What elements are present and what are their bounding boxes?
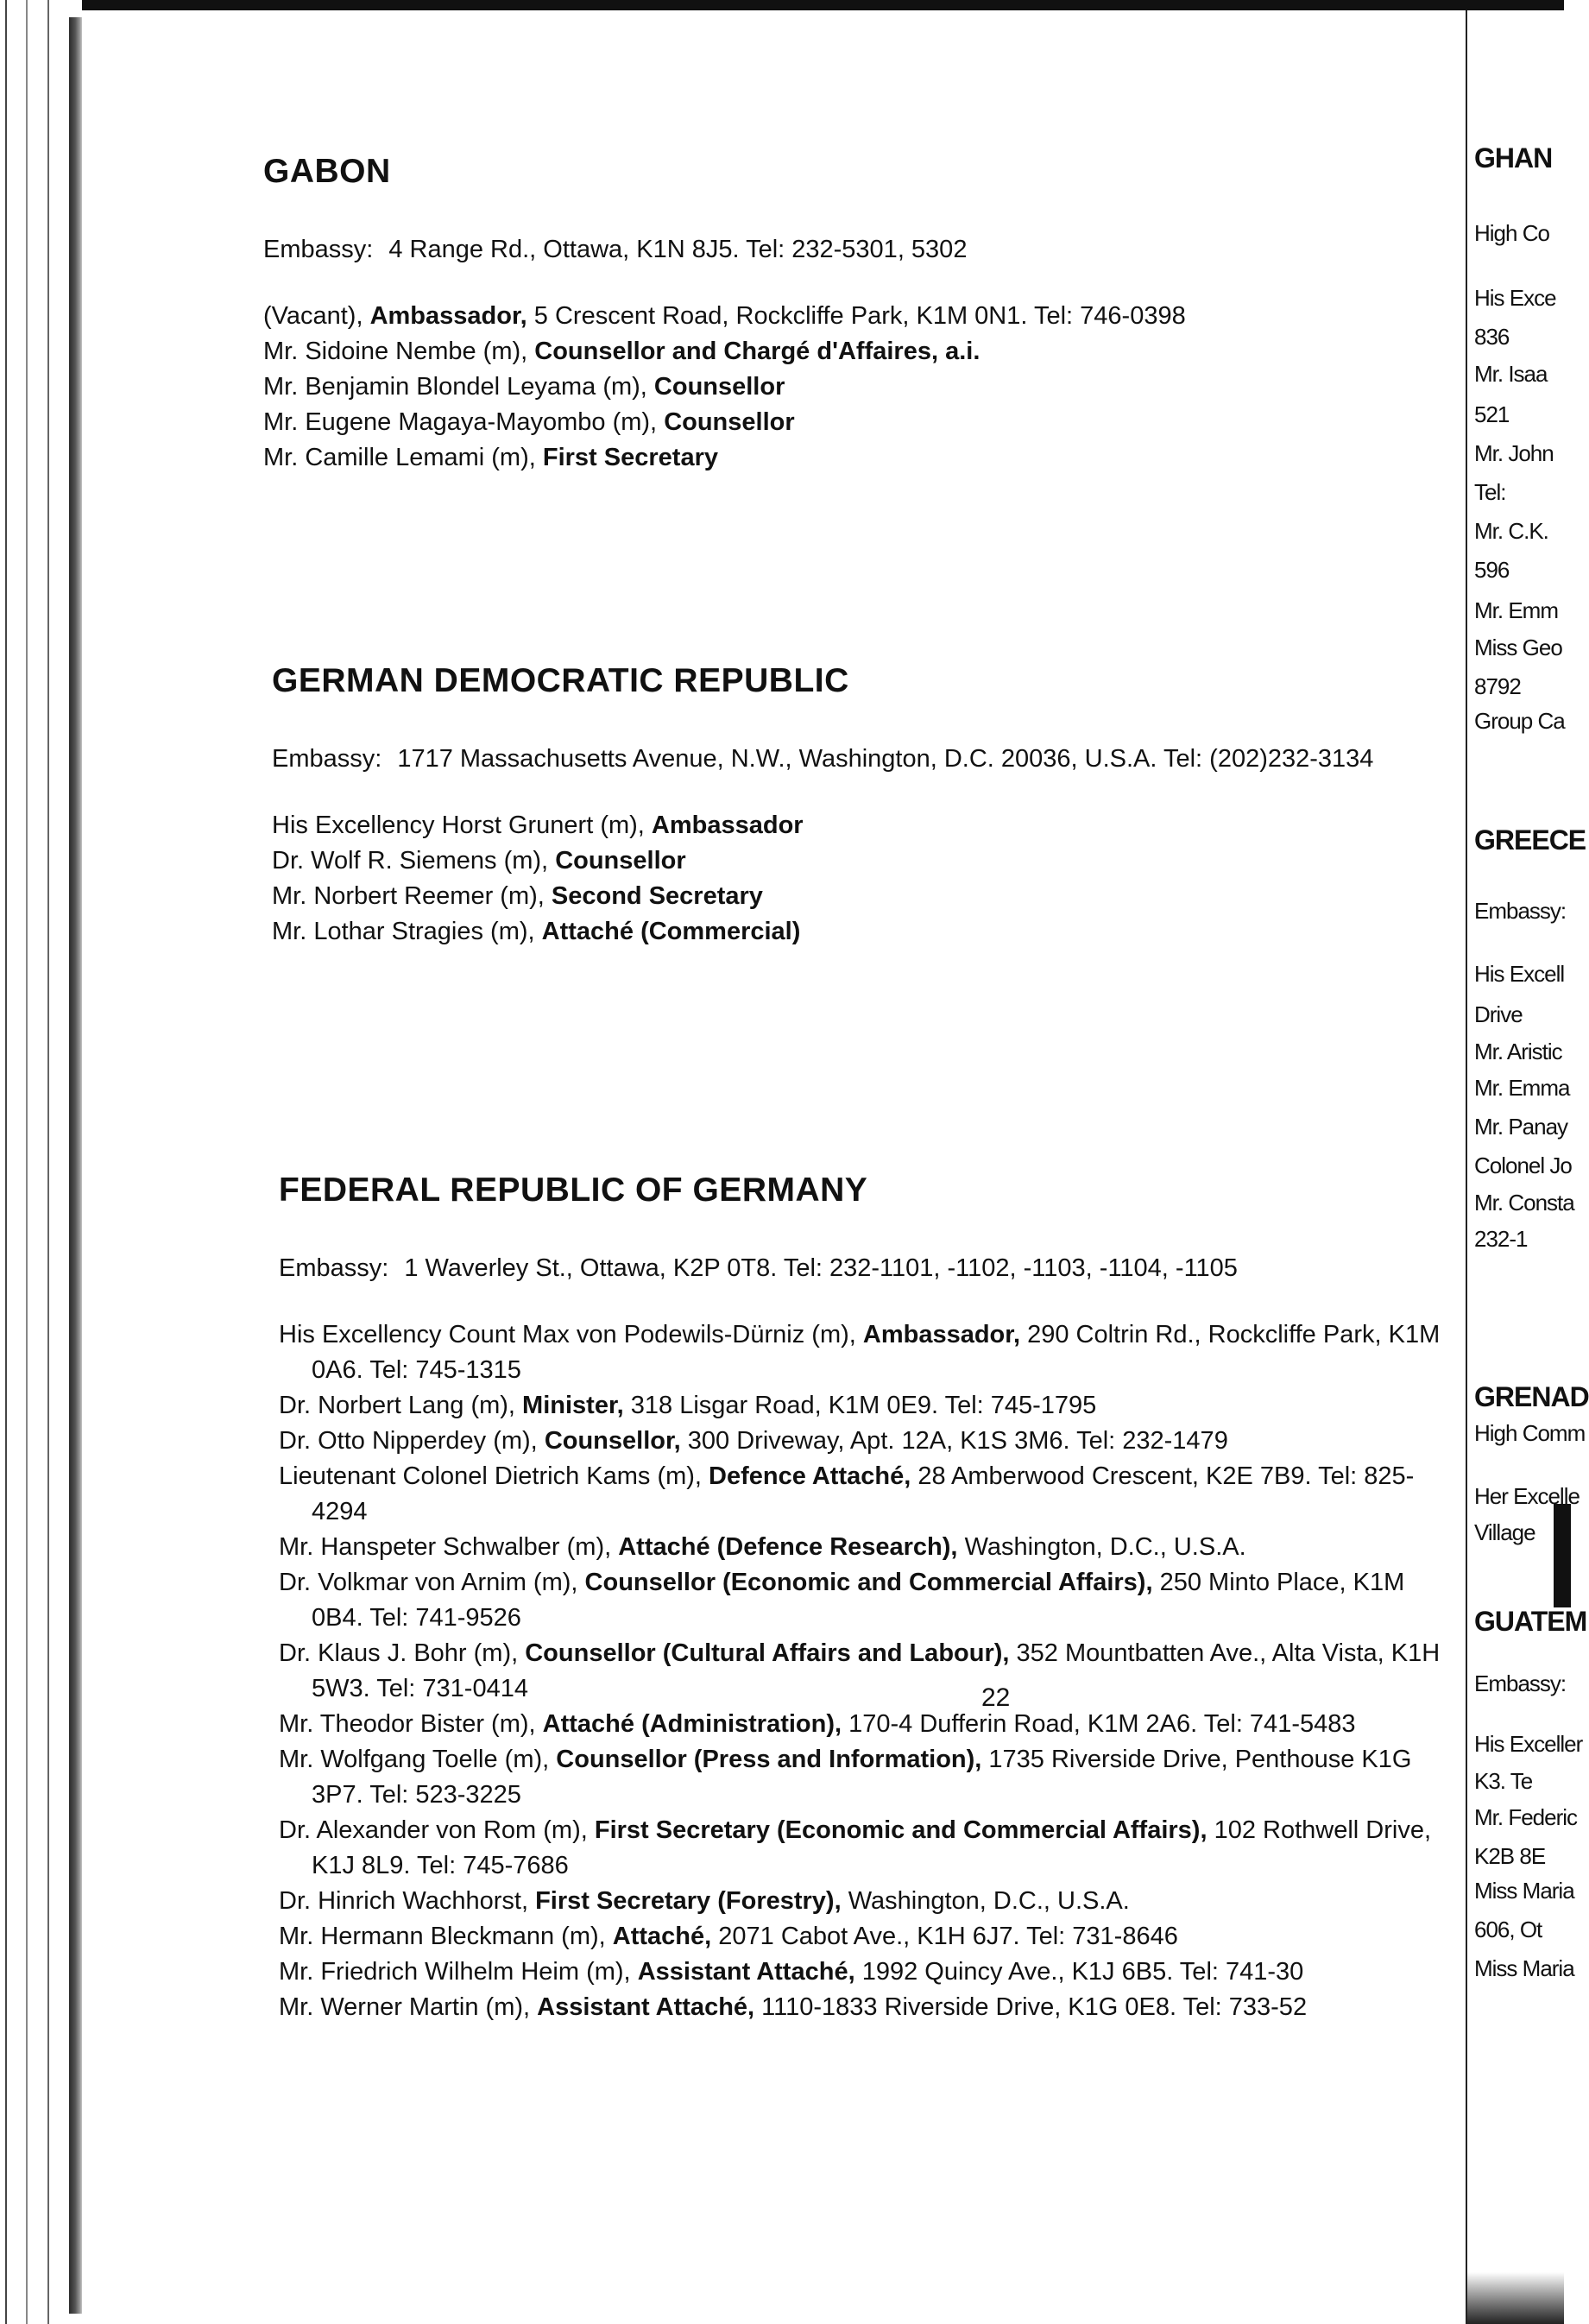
staff-entry (279, 1636, 1461, 1707)
staff-name: Dr. Hinrich Wachhorst, (279, 1887, 528, 1915)
adjacent-page-fragment: Miss Maria (1474, 1955, 1574, 1981)
staff-name: Mr. Camille Lemami (m), (263, 444, 536, 471)
staff-detail: 28 Amberwood Crescent, K2E 7B9. Tel: 825-4294 (312, 1462, 1415, 1525)
embassy-line (272, 745, 1463, 774)
staff-entry (272, 843, 1463, 879)
section-german-democratic-republic (272, 662, 1463, 950)
adjacent-page-fragment: Mr. Consta (1474, 1190, 1574, 1216)
staff-role: Ambassador, (862, 1321, 1021, 1348)
adjacent-page-fragment: Tel: (1474, 479, 1506, 505)
staff-entry (279, 1565, 1461, 1636)
adjacent-page-fragment: Mr. Federic (1474, 1804, 1578, 1830)
adjacent-page-fragment: K3. Te (1474, 1768, 1533, 1794)
staff-name: Mr. Eugene Magaya-Mayombo (m), (263, 408, 658, 436)
staff-name: Mr. Benjamin Blondel Leyama (m), (263, 373, 647, 401)
staff-entry (279, 1317, 1461, 1388)
staff-entry (279, 1530, 1461, 1565)
staff-detail: Washington, D.C., U.S.A. (964, 1533, 1246, 1561)
gutter-edge (47, 0, 49, 2324)
staff-detail: 250 Minto Place, K1M 0B4. Tel: 741-9526 (312, 1569, 1405, 1632)
staff-entry (279, 1990, 1461, 2025)
staff-role: Counsellor (Economic and Commercial Affairs), (584, 1569, 1153, 1596)
adjacent-page-fragment: Mr. Isaa (1474, 361, 1548, 387)
adjacent-page-fragment: Embassy: (1474, 1670, 1567, 1696)
adjacent-page-fragment: 836 (1474, 324, 1510, 350)
staff-role: Attaché (Administration), (542, 1710, 842, 1738)
country-heading: GERMAN DEMOCRATIC REPUBLIC (272, 662, 849, 699)
adjacent-page-fragment: Mr. Aristic (1474, 1039, 1562, 1064)
adjacent-page-fragment: Village (1474, 1519, 1535, 1545)
adjacent-page-fragment: Miss Geo (1474, 635, 1562, 660)
staff-entry (272, 808, 1463, 843)
adjacent-page-fragment: His Exceller (1474, 1731, 1583, 1757)
staff-name: His Excellency Count Max von Podewils-Dürniz (m), (279, 1321, 856, 1348)
adjacent-page-fragment: 8792 (1474, 673, 1521, 699)
staff-role: Counsellor (Press and Information), (556, 1746, 982, 1773)
staff-entry (263, 334, 1454, 369)
adjacent-page-fragment: Colonel Jo (1474, 1153, 1572, 1178)
adjacent-page-fragment: Drive (1474, 1001, 1523, 1027)
staff-role: First Secretary (Forestry), (535, 1887, 842, 1915)
staff-entry (279, 1919, 1461, 1955)
staff-entry (272, 879, 1463, 914)
staff-name: His Excellency Horst Grunert (m), (272, 812, 645, 839)
adjacent-page-fragment: Mr. John (1474, 440, 1554, 466)
staff-name: Dr. Otto Nipperdey (m), (279, 1427, 538, 1455)
staff-name: Dr. Klaus J. Bohr (m), (279, 1639, 519, 1667)
adjacent-page-fragment: GRENAD (1474, 1381, 1589, 1412)
embassy-address: 1 Waverley St., Ottawa, K2P 0T8. Tel: 232-1101, -1102, -1103, -1104, -1105 (404, 1254, 1238, 1282)
gutter-edge (26, 0, 28, 2324)
staff-role: Assistant Attaché, (637, 1958, 855, 1986)
staff-entry (279, 1955, 1461, 1990)
staff-detail: Washington, D.C., U.S.A. (848, 1887, 1130, 1915)
adjacent-page-fragment: GUATEM (1474, 1606, 1587, 1637)
staff-role: Minister, (522, 1392, 624, 1419)
staff-role: Counsellor, (544, 1427, 681, 1455)
adjacent-page-fragment: Mr. Emm (1474, 597, 1558, 623)
embassy-address: 1717 Massachusetts Avenue, N.W., Washington, D.C. 20036, U.S.A. Tel: (202)232-3134 (397, 745, 1374, 773)
adjacent-page-fragment: His Exce (1474, 285, 1556, 311)
adjacent-page-fragment: 606, Ot (1474, 1917, 1542, 1942)
adjacent-page-fragment: Group Ca (1474, 708, 1565, 734)
staff-entry (263, 369, 1454, 405)
staff-entry (279, 1884, 1461, 1919)
staff-role: First Secretary (Economic and Commercial Affairs), (594, 1816, 1208, 1844)
staff-detail: 352 Mountbatten Ave., Alta Vista, K1H 5W3. Tel: 731-0414 (312, 1639, 1441, 1702)
country-heading: GABON (263, 153, 391, 190)
staff-entry (263, 440, 1454, 476)
staff-role: Defence Attaché, (709, 1462, 911, 1490)
adjacent-page-fragment: High Co (1474, 220, 1549, 246)
staff-detail: 102 Rothwell Drive, K1J 8L9. Tel: 745-7686 (312, 1816, 1432, 1879)
staff-entry (279, 1424, 1461, 1459)
page-binding-shadow (0, 0, 1564, 10)
staff-role: First Secretary (542, 444, 718, 471)
section-federal-republic-of-germany (279, 1171, 1461, 2025)
staff-entry (279, 1459, 1461, 1530)
document-page (82, 10, 1472, 2324)
adjacent-page-fragment: GREECE (1474, 824, 1586, 856)
staff-role: Attaché (Commercial) (541, 918, 801, 945)
staff-role: Ambassador, (369, 302, 527, 330)
staff-entry (279, 1388, 1461, 1424)
staff-role: Counsellor (555, 847, 686, 875)
adjacent-page-mark (1554, 1504, 1571, 1607)
staff-name: Dr. Alexander von Rom (m), (279, 1816, 588, 1844)
staff-role: Counsellor and Chargé d'Affaires, a.i. (534, 338, 981, 365)
staff-name: Mr. Wolfgang Toelle (m), (279, 1746, 550, 1773)
staff-name: Dr. Wolf R. Siemens (m), (272, 847, 549, 875)
staff-entry (263, 405, 1454, 440)
staff-role: Attaché (Defence Research), (618, 1533, 958, 1561)
staff-entry (263, 299, 1454, 334)
staff-list (263, 299, 1454, 476)
gutter-edge (5, 0, 7, 2324)
staff-role: Counsellor (Cultural Affairs and Labour), (525, 1639, 1010, 1667)
staff-name: Mr. Hermann Bleckmann (m), (279, 1923, 606, 1950)
staff-role: Second Secretary (551, 882, 763, 910)
staff-name: Dr. Norbert Lang (m), (279, 1392, 515, 1419)
embassy-line (279, 1254, 1461, 1283)
staff-detail: 290 Coltrin Rd., Rockcliffe Park, K1M 0A6. Tel: 745-1315 (312, 1321, 1441, 1384)
adjacent-page-fragment: 596 (1474, 557, 1510, 583)
staff-name: Dr. Volkmar von Arnim (m), (279, 1569, 578, 1596)
country-heading: FEDERAL REPUBLIC OF GERMANY (279, 1171, 868, 1209)
staff-role: Counsellor (664, 408, 795, 436)
staff-detail: 1992 Quincy Ave., K1J 6B5. Tel: 741-30 (861, 1958, 1304, 1986)
staff-detail: 1110-1833 Riverside Drive, K1G 0E8. Tel: 733-52 (761, 1993, 1308, 2021)
staff-name: Mr. Werner Martin (m), (279, 1993, 531, 2021)
adjacent-page-fragment: Mr. Emma (1474, 1075, 1570, 1101)
staff-detail: 1735 Riverside Drive, Penthouse K1G 3P7. Tel: 523-3225 (312, 1746, 1412, 1809)
adjacent-page-fragment: Her Excelle (1474, 1483, 1580, 1509)
adjacent-page-fragment: Mr. Panay (1474, 1114, 1568, 1140)
staff-detail: 5 Crescent Road, Rockcliffe Park, K1M 0N1. Tel: 746-0398 (533, 302, 1186, 330)
staff-detail: 300 Driveway, Apt. 12A, K1S 3M6. Tel: 232-1479 (687, 1427, 1228, 1455)
staff-entry (279, 1742, 1461, 1813)
adjacent-page-shadow (1467, 2272, 1564, 2324)
staff-name: Mr. Theodor Bister (m), (279, 1710, 536, 1738)
staff-detail: 318 Lisgar Road, K1M 0E9. Tel: 745-1795 (630, 1392, 1097, 1419)
adjacent-page-fragment: K2B 8E (1474, 1843, 1546, 1869)
embassy-label: Embassy: (263, 236, 374, 263)
staff-role: Attaché, (612, 1923, 712, 1950)
staff-entry (279, 1813, 1461, 1884)
adjacent-page-fragment: Embassy: (1474, 898, 1567, 924)
staff-name: Mr. Lothar Stragies (m), (272, 918, 535, 945)
staff-name: Mr. Norbert Reemer (m), (272, 882, 545, 910)
adjacent-page-fragment: GHAN (1474, 142, 1553, 174)
staff-entry (279, 1707, 1461, 1742)
staff-name: Mr. Hanspeter Schwalber (m), (279, 1533, 612, 1561)
staff-role: Assistant Attaché, (537, 1993, 755, 2021)
adjacent-page-fragment: High Comm (1474, 1420, 1586, 1446)
embassy-address: 4 Range Rd., Ottawa, K1N 8J5. Tel: 232-5301, 5302 (388, 236, 968, 263)
staff-entry (272, 914, 1463, 950)
staff-detail: 170-4 Dufferin Road, K1M 2A6. Tel: 741-5483 (848, 1710, 1356, 1738)
adjacent-page-fragment: His Excell (1474, 961, 1565, 987)
adjacent-page-fragment: 232-1 (1474, 1226, 1528, 1252)
staff-list (272, 808, 1463, 950)
staff-role: Counsellor (653, 373, 785, 401)
staff-name: Mr. Sidoine Nembe (m), (263, 338, 528, 365)
staff-name: Mr. Friedrich Wilhelm Heim (m), (279, 1958, 631, 1986)
embassy-label: Embassy: (272, 745, 382, 773)
adjacent-page-fragment: Mr. C.K. (1474, 518, 1548, 544)
embassy-label: Embassy: (279, 1254, 389, 1282)
staff-list (279, 1317, 1461, 2025)
staff-name: Lieutenant Colonel Dietrich Kams (m), (279, 1462, 702, 1490)
page-number: 22 (981, 1683, 1011, 1712)
section-gabon (263, 153, 1454, 476)
staff-name: (Vacant), (263, 302, 363, 330)
adjacent-page (1467, 10, 1589, 2324)
staff-detail: 2071 Cabot Ave., K1H 6J7. Tel: 731-8646 (718, 1923, 1178, 1950)
staff-role: Ambassador (651, 812, 804, 839)
embassy-line (263, 236, 1454, 264)
adjacent-page-fragment: Miss Maria (1474, 1878, 1574, 1904)
adjacent-page-fragment: 521 (1474, 401, 1510, 427)
